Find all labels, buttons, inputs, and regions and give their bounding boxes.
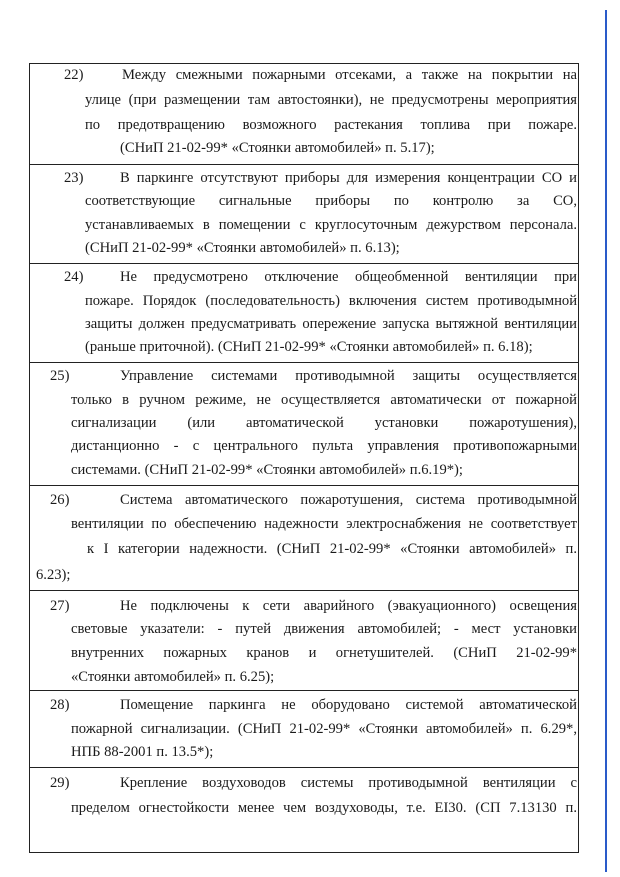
list-item xyxy=(30,767,578,853)
item-text-line: улице (при размещении там автостоянки), не предусмотрены мероприятия xyxy=(85,92,577,108)
list-item xyxy=(30,362,578,485)
item-text-line: пожаре. Порядок (последовательность) включения систем противодымной xyxy=(85,293,577,309)
item-text-line: пожарной сигнализации. (СНиП 21-02-99* «Стоянки автомобилей» п. 6.29*, xyxy=(71,721,577,737)
item-text-line: к I категории надежности. (СНиП 21-02-99* «Стоянки автомобилей» п. xyxy=(87,541,577,557)
item-text-line: световые указатели: - путей движения автомобилей; - мест установки xyxy=(71,621,577,637)
item-text-line: НПБ 88-2001 п. 13.5*); xyxy=(71,744,214,760)
item-number: 23) xyxy=(64,170,84,186)
item-text-line: системами. (СНиП 21-02-99* «Стоянки автомобилей» п.6.19*); xyxy=(71,462,463,478)
item-text-line: (СНиП 21-02-99* «Стоянки автомобилей» п. 5.17); xyxy=(120,140,435,156)
item-number: 27) xyxy=(50,598,70,614)
item-text-line: защиты должен предусматривать опережение запуска вытяжной вентиляции xyxy=(85,316,577,332)
item-number: 25) xyxy=(50,368,70,384)
item-number: 29) xyxy=(50,775,70,791)
item-text-line: пределом огнестойкости менее чем воздуховоды, т.е. EI30. (СП 7.13130 п. xyxy=(71,800,577,816)
item-text-line: (СНиП 21-02-99* «Стоянки автомобилей» п. 6.13); xyxy=(85,240,400,256)
document-table xyxy=(29,63,579,853)
item-text-line: 6.23); xyxy=(36,567,71,583)
list-item xyxy=(30,590,578,690)
list-item xyxy=(30,164,578,263)
page-edge-line xyxy=(605,10,607,872)
item-text-line: Управление системами противодымной защиты осуществляется xyxy=(120,368,577,384)
item-text-line: внутренних пожарных кранов и огнетушителей. (СНиП 21-02-99* xyxy=(71,645,577,661)
item-number: 28) xyxy=(50,697,70,713)
item-number: 26) xyxy=(50,492,70,508)
item-text-line: только в ручном режиме, не осуществляется автоматически от пожарной xyxy=(71,392,577,408)
item-text-line: (раньше приточной). (СНиП 21-02-99* «Стоянки автомобилей» п. 6.18); xyxy=(85,339,533,355)
item-text-line: по предотвращению возможного растекания топлива при пожаре. xyxy=(85,117,577,133)
item-text-line: Система автоматического пожаротушения, система противодымной xyxy=(120,492,577,508)
item-text-line: соответствующие сигнальные приборы по контролю за СО, xyxy=(85,193,577,209)
item-text-line: Между смежными пожарными отсеками, а также на покрытии на xyxy=(122,67,577,83)
item-text-line: устанавливаемых в помещении с круглосуточным дежурством персонала. xyxy=(85,217,577,233)
item-text-line: Не подключены к сети аварийного (эвакуационного) освещения xyxy=(120,598,577,614)
list-item xyxy=(30,690,578,767)
list-item xyxy=(30,64,578,164)
item-text-line: Помещение паркинга не оборудовано системой автоматической xyxy=(120,697,577,713)
item-text-line: вентиляции по обеспечению надежности электроснабжения не соответствует xyxy=(71,516,577,532)
item-number: 22) xyxy=(64,67,84,83)
list-item xyxy=(30,485,578,590)
item-text-line: В паркинге отсутствуют приборы для измерения концентрации СО и xyxy=(120,170,577,186)
item-text-line: Крепление воздуховодов системы противодымной вентиляции с xyxy=(120,775,577,791)
item-text-line: дистанционно - с центрального пульта управления противопожарными xyxy=(71,438,577,454)
item-number: 24) xyxy=(64,269,84,285)
item-text-line: сигнализации (или автоматической установки пожаротушения), xyxy=(71,415,577,431)
item-text-line: «Стоянки автомобилей» п. 6.25); xyxy=(71,669,275,685)
list-item xyxy=(30,263,578,362)
item-text-line: Не предусмотрено отключение общеобменной вентиляции при xyxy=(120,269,577,285)
